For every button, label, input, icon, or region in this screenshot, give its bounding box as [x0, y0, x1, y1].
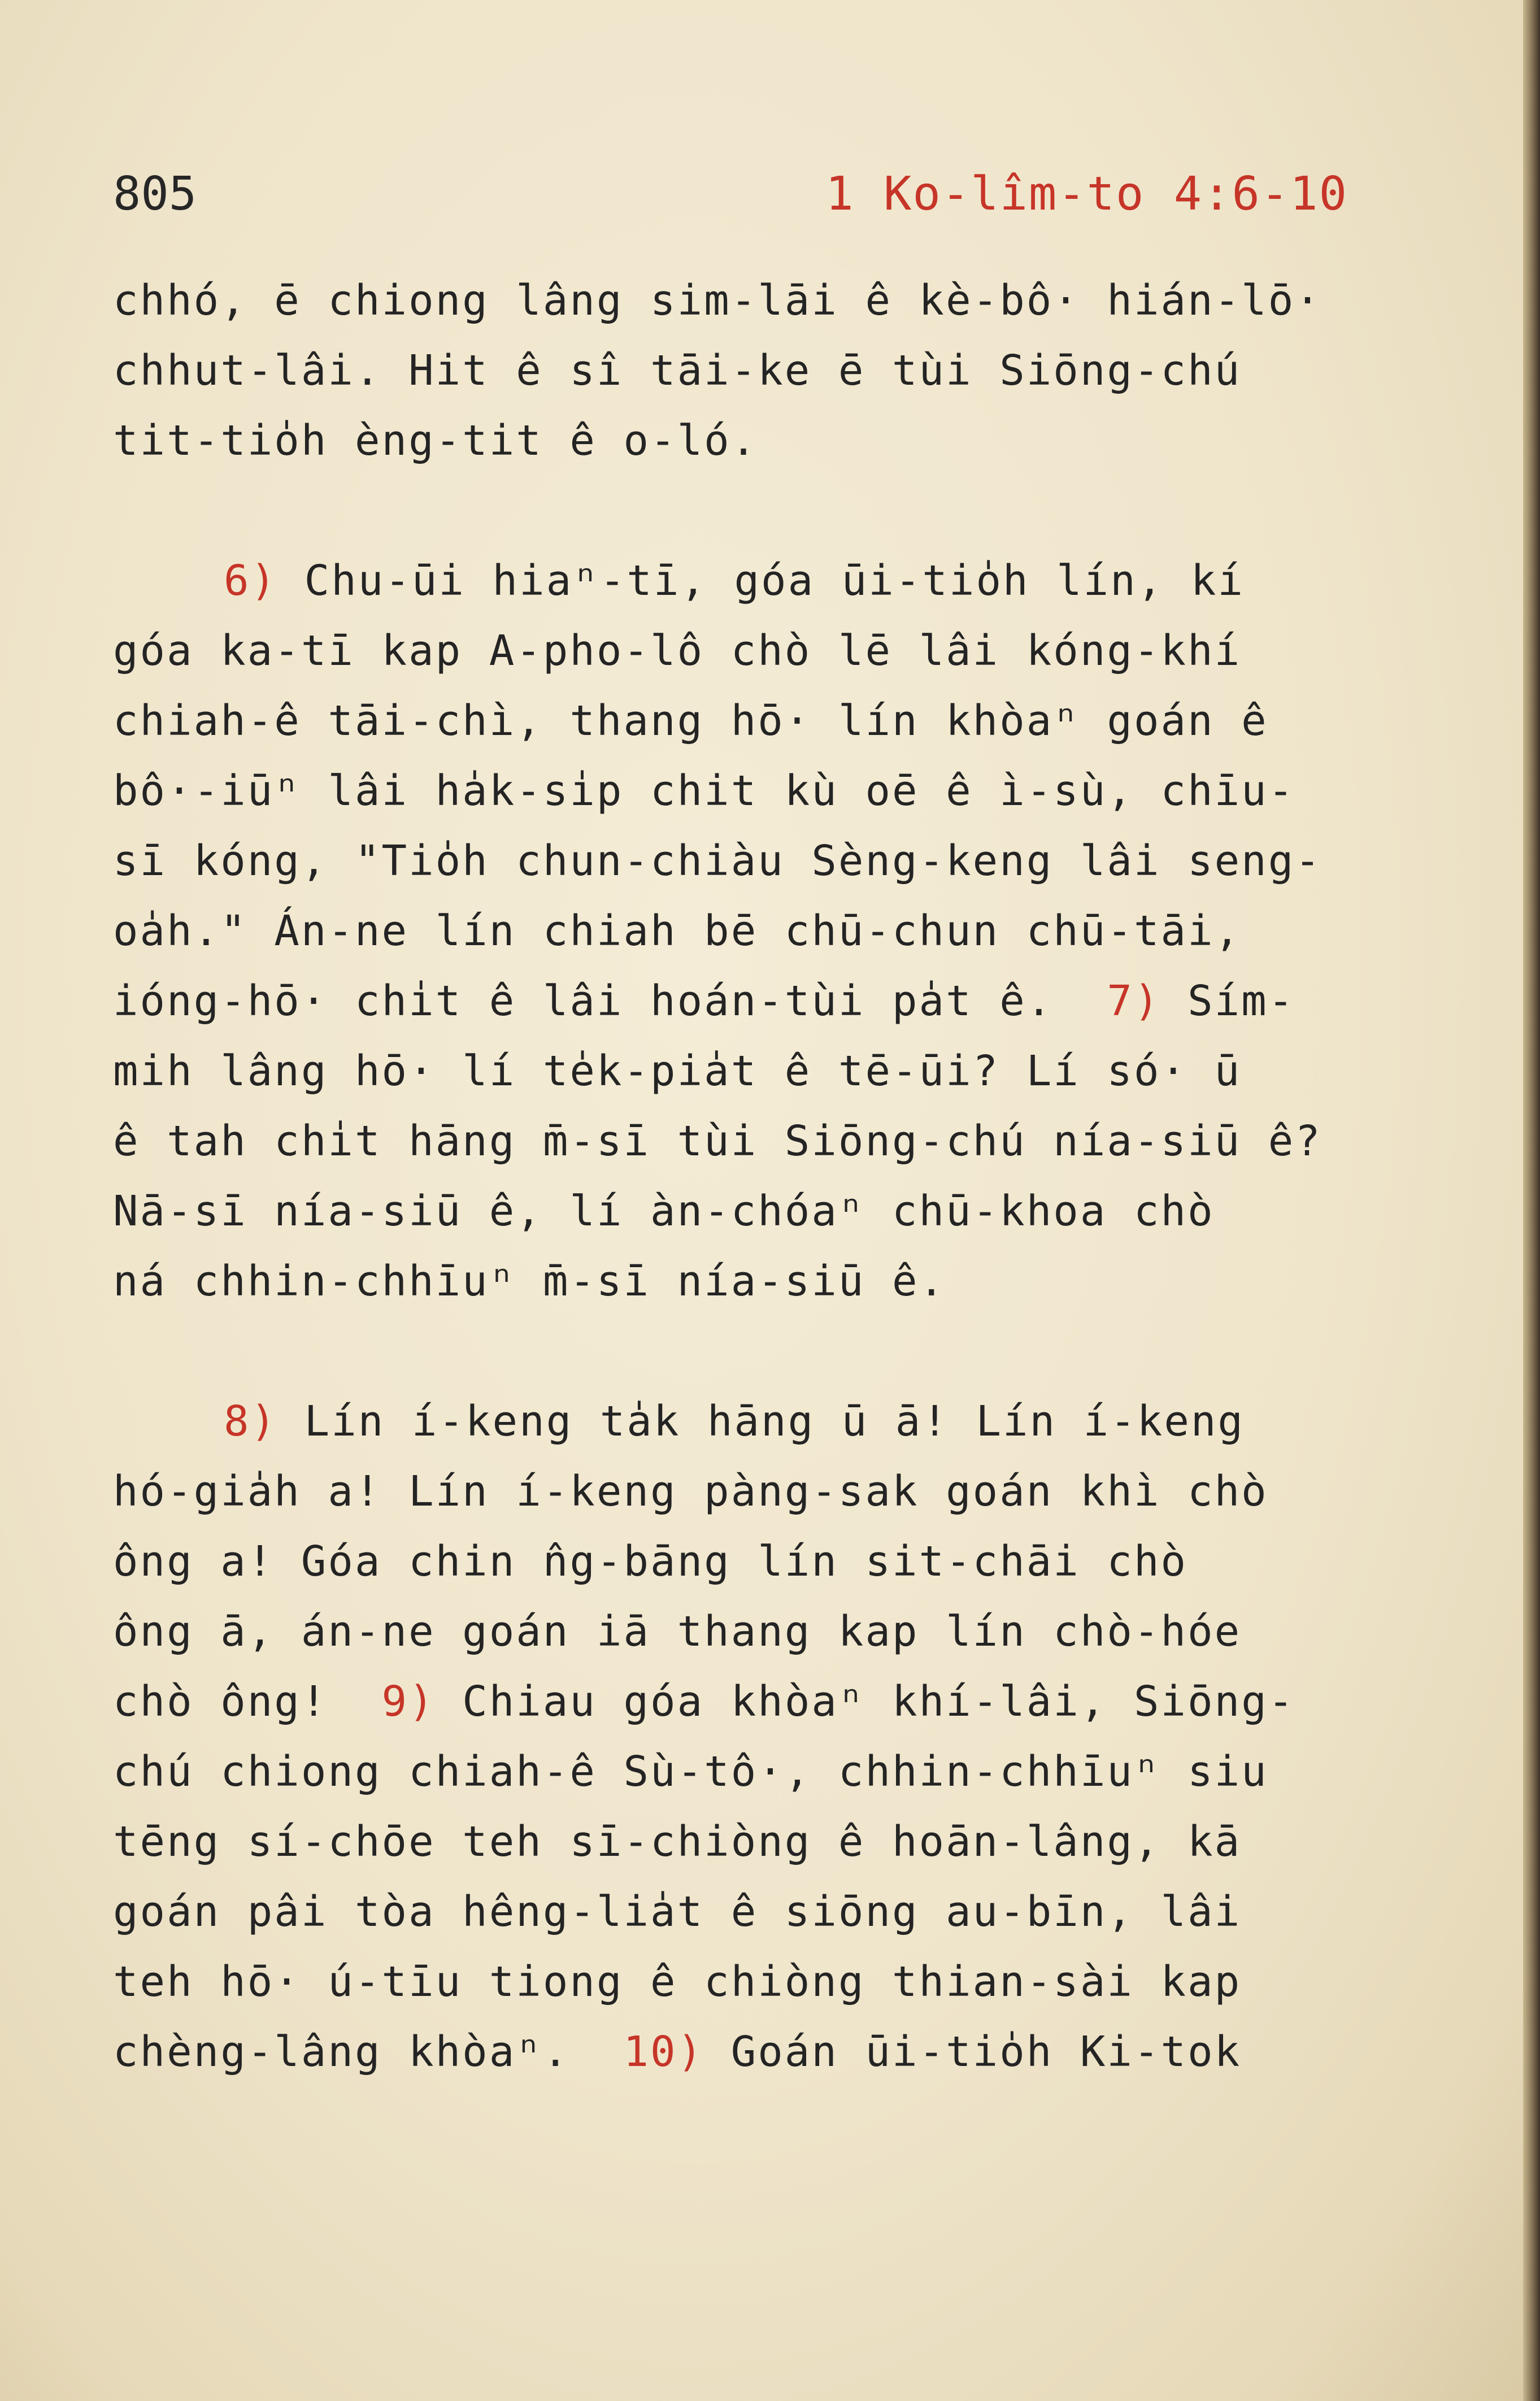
- text-line: [113, 966, 1412, 1036]
- text-line: [113, 1737, 1412, 1807]
- text-line: [113, 756, 1412, 826]
- text-line: [113, 896, 1412, 966]
- text-line: [113, 1947, 1412, 2017]
- page-number: 805: [113, 167, 197, 221]
- text-line: [113, 686, 1412, 756]
- text-line: [113, 1877, 1412, 1947]
- verse-number: 9): [381, 1677, 436, 1726]
- verse-text: Lín í-keng ta̍k hāng ū ā! Lín í-keng: [277, 1397, 1245, 1446]
- text-line: [113, 336, 1412, 406]
- text-line: [113, 1246, 1412, 1316]
- paragraph: [113, 266, 1412, 476]
- text-line: [113, 1526, 1412, 1597]
- verse-number: 6): [224, 556, 278, 605]
- text-line: [113, 1036, 1412, 1106]
- text-line: [113, 1106, 1412, 1176]
- verse-text: ióng-hō· chi̍t ê lâi hoán-tùi pa̍t ê.: [113, 977, 1107, 1025]
- verse-text: bô·-iūⁿ lâi ha̍k-si̍p chit kù oē ê ì-sù, chīu-: [113, 767, 1295, 815]
- verse-number: 10): [623, 2028, 704, 2076]
- body-text: [113, 266, 1412, 2087]
- verse-text: mih lâng hō· lí te̍k-pia̍t ê tē-ūi? Lí só· ū: [113, 1047, 1242, 1095]
- text-line: [113, 406, 1412, 476]
- verse-number: 7): [1107, 977, 1161, 1025]
- verse-text: Goán ūi-tio̍h Ki-tok: [704, 2028, 1242, 2076]
- verse-text: chò ông!: [113, 1677, 382, 1726]
- text-line: [113, 1667, 1412, 1737]
- text-line: [113, 1807, 1412, 1877]
- verse-text: chèng-lâng khòaⁿ.: [113, 2028, 624, 2076]
- text-line: [113, 616, 1412, 686]
- verse-text: teh hō· ú-tīu tiong ê chiòng thian-sài kap: [113, 1958, 1242, 2006]
- verse-text: ông a! Góa chin n̂g-bāng lín sit-chāi chò: [113, 1537, 1188, 1586]
- text-line: [113, 1456, 1412, 1526]
- verse-text: Nā-sī nía-siū ê, lí àn-chóaⁿ chū-khoa chò: [113, 1187, 1215, 1236]
- verse-text: góa ka-tī kap A-pho-lô chò lē lâi kóng-khí: [113, 627, 1242, 675]
- text-line: [113, 1176, 1412, 1246]
- verse-text: tit-tio̍h èng-tit ê o-ló.: [113, 416, 758, 465]
- verse-text: Chu-ūi hiaⁿ-tī, góa ūi-tio̍h lín, kí: [277, 556, 1245, 605]
- verse-text: ông ā, án-ne goán iā thang kap lín chò-hóe: [113, 1607, 1242, 1656]
- verse-text: ná chhin-chhīuⁿ m̄-sī nía-siū ê.: [113, 1257, 946, 1306]
- verse-text: ê tah chi̍t hāng m̄-sī tùi Siōng-chú nía-siū ê?: [113, 1117, 1322, 1165]
- verse-text: hó-gia̍h a! Lín í-keng pàng-sak goán khì chò: [113, 1467, 1268, 1516]
- verse-text: Sím-: [1160, 977, 1295, 1025]
- page-edge: [1523, 0, 1540, 2401]
- verse-text: chhó, ē chiong lâng sim-lāi ê kè-bô· hián-lō·: [113, 276, 1322, 325]
- verse-text: tēng sí-chōe teh sī-chiòng ê hoān-lâng, kā: [113, 1817, 1242, 1866]
- verse-text: chhut-lâi. Hit ê sî tāi-ke ē tùi Siōng-chú: [113, 346, 1242, 395]
- text-line: [113, 1597, 1412, 1667]
- verse-text: chiah-ê tāi-chì, thang hō· lín khòaⁿ goán ê: [113, 697, 1268, 745]
- text-line: [113, 546, 1412, 616]
- verse-number: 8): [224, 1397, 278, 1446]
- text-line: [113, 2017, 1412, 2087]
- verse-text: Chiau góa khòaⁿ khí-lâi, Siōng-: [435, 1677, 1295, 1726]
- paragraph: [113, 546, 1412, 1316]
- page-header: [113, 167, 1348, 229]
- verse-text: oa̍h." Án-ne lín chiah bē chū-chun chū-tāi,: [113, 907, 1242, 955]
- verse-text: chú chiong chiah-ê Sù-tô·, chhin-chhīuⁿ siu: [113, 1747, 1268, 1796]
- text-line: [113, 826, 1412, 896]
- text-line: [113, 1386, 1412, 1456]
- running-head: 1 Ko-lîm-to 4:6-10: [825, 167, 1348, 221]
- text-line: [113, 266, 1412, 336]
- paragraph: [113, 1386, 1412, 2087]
- verse-text: goán pâi tòa hêng-lia̍t ê siōng au-bīn, lâi: [113, 1887, 1242, 1936]
- verse-text: sī kóng, "Tio̍h chun-chiàu Sèng-keng lâi seng-: [113, 837, 1322, 885]
